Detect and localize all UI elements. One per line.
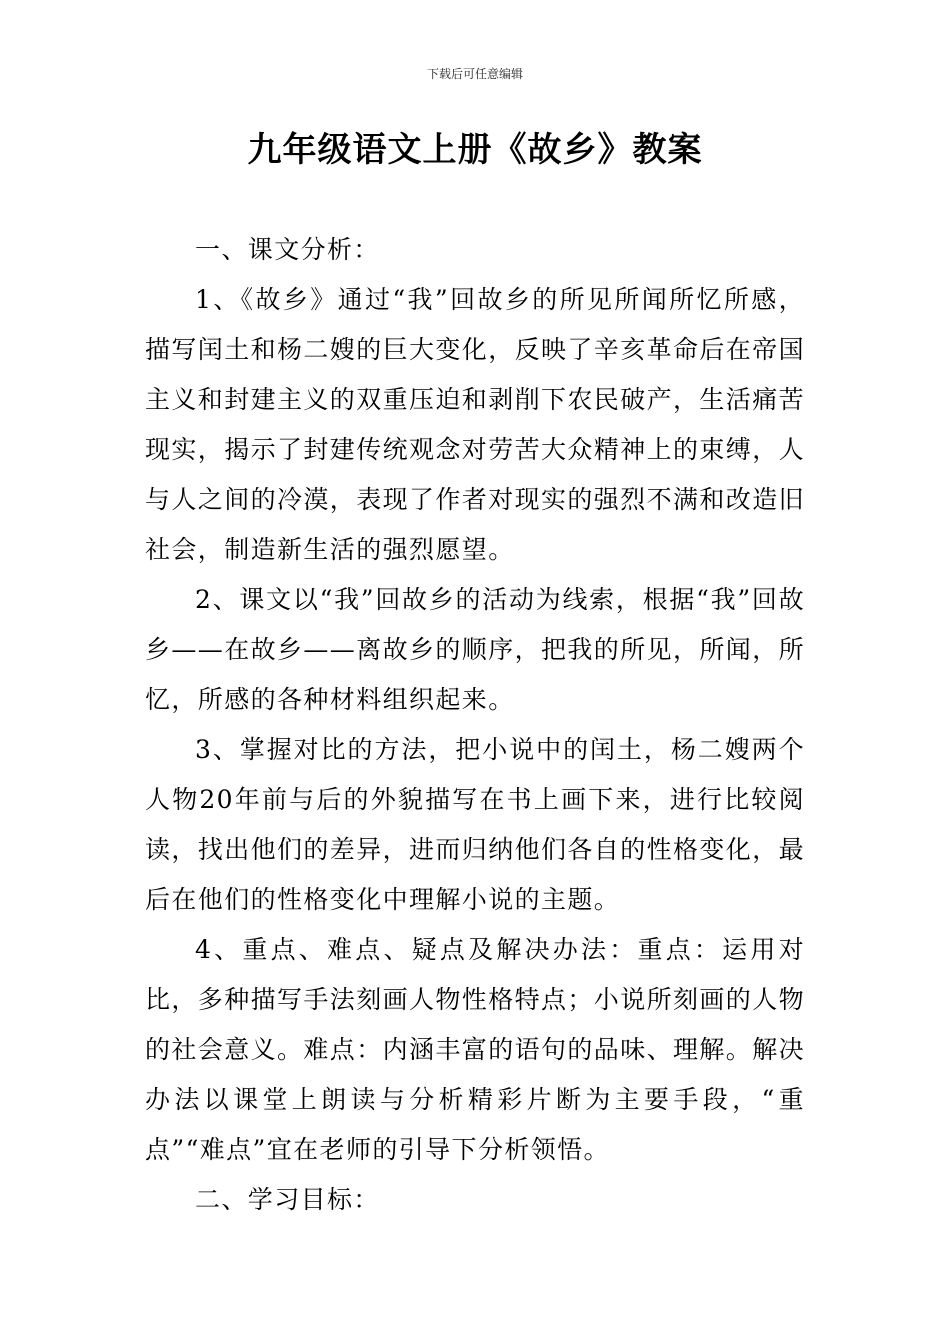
- paragraph: 4、重点、难点、疑点及解决办法：重点：运用对比，多种描写手法刻画人物性格特点；小说所刻画的人物的社会意义。难点：内涵丰富的语句的品味、理解。解决办法以课堂上朗读与分析精彩片断为主要手段，“重点”“难点”宜在老师的引导下分析领悟。: [145, 935, 806, 1164]
- paragraph: 3、掌握对比的方法，把小说中的闰土，杨二嫂两个人物20年前与后的外貌描写在书上画下来，进行比较阅读，找出他们的差异，进而归纳他们各自的性格变化，最后在他们的性格变化中理解小说的主题。: [145, 735, 806, 914]
- header-note: 下载后可任意编辑: [426, 67, 523, 81]
- paragraph: 2、课文以“我”回故乡的活动为线索，根据“我”回故乡——在故乡——离故乡的顺序，把我的所见，所闻，所忆，所感的各种材料组织起来。: [145, 585, 806, 714]
- paragraph: 1、《故乡》通过“我”回故乡的所见所闻所忆所感，描写闰土和杨二嫂的巨大变化，反映了辛亥革命后在帝国主义和封建主义的双重压迫和剥削下农民破产，生活痛苦现实，揭示了封建传统观念对劳苦大众精神上的束缚，人与人之间的冷漠，表现了作者对现实的强烈不满和改造旧社会，制造新生活的强烈愿望。: [145, 285, 806, 564]
- section-heading-goals: 二、学习目标：: [195, 1185, 380, 1214]
- document-title: 九年级语文上册《故乡》教案: [247, 130, 703, 170]
- document-body: [145, 225, 805, 1225]
- section-heading-analysis: 一、课文分析：: [195, 235, 380, 264]
